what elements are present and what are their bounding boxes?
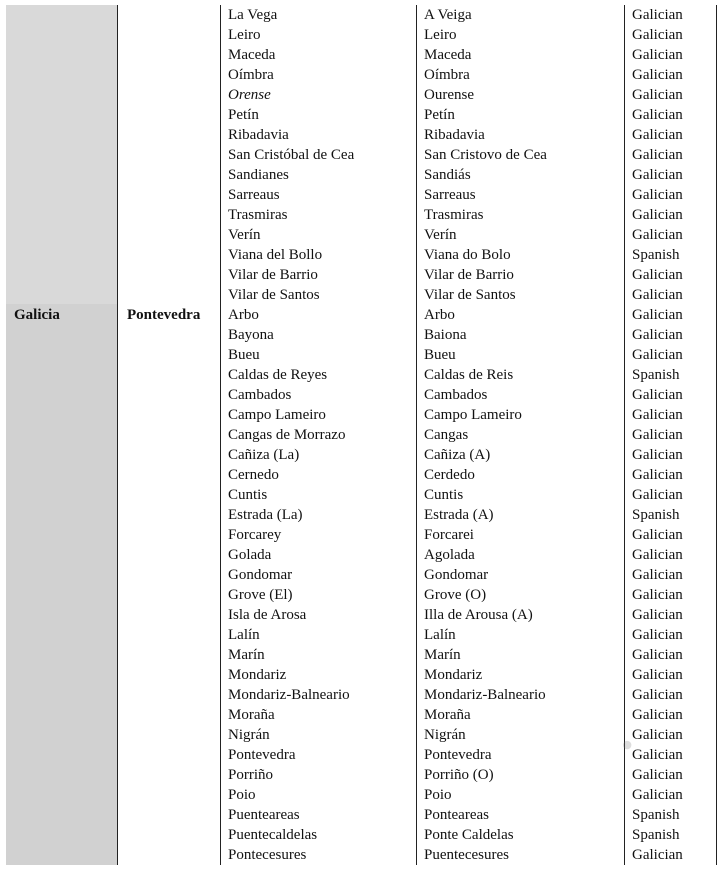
local-name-cell: Marín: [424, 647, 461, 663]
language-cell: Galician: [632, 267, 683, 283]
language-cell: Galician: [632, 547, 683, 563]
language-cell: Galician: [632, 767, 683, 783]
spanish-name-cell: Poio: [228, 787, 256, 803]
language-cell: Galician: [632, 107, 683, 123]
local-name-cell: Ponteareas: [424, 807, 489, 823]
spanish-name-cell: Bueu: [228, 347, 260, 363]
table-row: [0, 25, 722, 45]
spanish-name-cell: Pontecesures: [228, 847, 307, 863]
local-name-cell: Petín: [424, 107, 455, 123]
local-name-cell: Puentecesures: [424, 847, 509, 863]
local-name-cell: Grove (O): [424, 587, 487, 603]
spanish-name-cell: Cambados: [228, 387, 292, 403]
table-row: [0, 405, 722, 425]
spanish-name-cell: San Cristóbal de Cea: [228, 147, 355, 163]
local-name-cell: Caldas de Reis: [424, 367, 514, 383]
spanish-name-cell: Leiro: [228, 27, 261, 43]
table-row: [0, 65, 722, 85]
table-row: [0, 225, 722, 245]
local-name-cell: Nigrán: [424, 727, 466, 743]
language-cell: Galician: [632, 347, 683, 363]
local-name-cell: Forcarei: [424, 527, 474, 543]
language-cell: Galician: [632, 87, 683, 103]
spanish-name-cell: Ribadavia: [228, 127, 289, 143]
spanish-name-cell: Sarreaus: [228, 187, 280, 203]
table-row: [0, 545, 722, 565]
local-name-cell: Maceda: [424, 47, 472, 63]
spanish-name-cell: Mondariz: [228, 667, 287, 683]
province-label: Pontevedra: [127, 307, 201, 323]
spanish-name-cell: Petín: [228, 107, 259, 123]
local-name-cell: Ponte Caldelas: [424, 827, 514, 843]
table-row: [0, 685, 722, 705]
language-cell: Spanish: [632, 247, 680, 263]
municipality-table: [0, 5, 722, 865]
language-cell: Galician: [632, 207, 683, 223]
local-name-cell: Vilar de Barrio: [424, 267, 514, 283]
table-row: [0, 605, 722, 625]
language-cell: Galician: [632, 787, 683, 803]
watermark: ●: [619, 736, 635, 753]
table-row: [0, 805, 722, 825]
local-name-cell: Illa de Arousa (A): [424, 607, 533, 623]
language-cell: Galician: [632, 27, 683, 43]
local-name-cell: Sarreaus: [424, 187, 476, 203]
language-cell: Galician: [632, 127, 683, 143]
table-row: [0, 525, 722, 545]
table-row: [0, 165, 722, 185]
spanish-name-cell: Verín: [228, 227, 261, 243]
table-row: [0, 325, 722, 345]
local-name-cell: Cangas: [424, 427, 469, 443]
spanish-name-cell: Bayona: [228, 327, 274, 343]
table-row: [0, 385, 722, 405]
language-cell: Spanish: [632, 367, 680, 383]
local-name-cell: Cuntis: [424, 487, 464, 503]
language-cell: Galician: [632, 587, 683, 603]
table-row: [0, 125, 722, 145]
spanish-name-cell: Sandianes: [228, 167, 289, 183]
local-name-cell: Mondariz: [424, 667, 483, 683]
local-name-cell: Viana do Bolo: [424, 247, 511, 263]
spanish-name-cell: Estrada (La): [228, 507, 303, 523]
language-cell: Galician: [632, 307, 683, 323]
language-cell: Galician: [632, 527, 683, 543]
spanish-name-cell: Porriño: [228, 767, 273, 783]
spanish-name-cell: Trasmiras: [228, 207, 288, 223]
language-cell: Galician: [632, 627, 683, 643]
spanish-name-cell: Campo Lameiro: [228, 407, 326, 423]
language-cell: Galician: [632, 7, 683, 23]
table-row: [0, 145, 722, 165]
table-row: [0, 45, 722, 65]
spanish-name-cell: Pontevedra: [228, 747, 296, 763]
table-row: [0, 505, 722, 525]
local-name-cell: A Veiga: [424, 7, 472, 23]
local-name-cell: Estrada (A): [424, 507, 494, 523]
table-row: [0, 745, 722, 765]
local-name-cell: Oímbra: [424, 67, 470, 83]
local-name-cell: Trasmiras: [424, 207, 484, 223]
local-name-cell: Pontevedra: [424, 747, 492, 763]
spanish-name-cell: Golada: [228, 547, 272, 563]
local-name-cell: Moraña: [424, 707, 471, 723]
table-row: [0, 725, 722, 745]
table-row: [0, 845, 722, 865]
table-row: [0, 85, 722, 105]
local-name-cell: Sandiás: [424, 167, 471, 183]
spanish-name-cell: Puentecaldelas: [228, 827, 318, 843]
table-row: [0, 305, 722, 325]
language-cell: Galician: [632, 67, 683, 83]
table-row: [0, 645, 722, 665]
local-name-cell: Vilar de Santos: [424, 287, 516, 303]
local-name-cell: Cerdedo: [424, 467, 475, 483]
table-row: [0, 345, 722, 365]
language-cell: Galician: [632, 707, 683, 723]
language-cell: Galician: [632, 687, 683, 703]
local-name-cell: Campo Lameiro: [424, 407, 522, 423]
language-cell: Galician: [632, 607, 683, 623]
table-row: [0, 285, 722, 305]
spanish-name-cell: Grove (El): [228, 587, 293, 603]
local-name-cell: Mondariz-Balneario: [424, 687, 546, 703]
spanish-name-cell: Cernedo: [228, 467, 279, 483]
local-name-cell: Cañiza (A): [424, 447, 491, 463]
language-cell: Galician: [632, 227, 683, 243]
local-name-cell: Lalín: [424, 627, 456, 643]
local-name-cell: Verín: [424, 227, 457, 243]
table-row: [0, 465, 722, 485]
table-row: [0, 785, 722, 805]
table-row: [0, 625, 722, 645]
spanish-name-cell: Oímbra: [228, 67, 274, 83]
spanish-name-cell: Orense: [228, 87, 271, 103]
table-row: [0, 765, 722, 785]
language-cell: Galician: [632, 287, 683, 303]
region-label: Galicia: [14, 307, 60, 323]
local-name-cell: Agolada: [424, 547, 475, 563]
table-row: [0, 5, 722, 25]
spanish-name-cell: Cangas de Morrazo: [228, 427, 346, 443]
language-cell: Galician: [632, 847, 683, 863]
language-cell: Galician: [632, 427, 683, 443]
language-cell: Galician: [632, 387, 683, 403]
spanish-name-cell: Marín: [228, 647, 265, 663]
local-name-cell: Ribadavia: [424, 127, 485, 143]
local-name-cell: Bueu: [424, 347, 456, 363]
local-name-cell: Arbo: [424, 307, 455, 323]
table-row: [0, 565, 722, 585]
table-row: [0, 205, 722, 225]
language-cell: Spanish: [632, 807, 680, 823]
table-row: [0, 245, 722, 265]
language-cell: Galician: [632, 167, 683, 183]
table-row: [0, 425, 722, 445]
spanish-name-cell: Puenteareas: [228, 807, 300, 823]
language-cell: Spanish: [632, 827, 680, 843]
spanish-name-cell: Lalín: [228, 627, 260, 643]
spanish-name-cell: Cuntis: [228, 487, 268, 503]
spanish-name-cell: Mondariz-Balneario: [228, 687, 350, 703]
spanish-name-cell: Viana del Bollo: [228, 247, 323, 263]
table-row: [0, 265, 722, 285]
spanish-name-cell: Forcarey: [228, 527, 282, 543]
spanish-name-cell: La Vega: [228, 7, 278, 23]
language-cell: Galician: [632, 467, 683, 483]
local-name-cell: Cambados: [424, 387, 488, 403]
table-row: [0, 825, 722, 845]
spanish-name-cell: Cañiza (La): [228, 447, 300, 463]
language-cell: Galician: [632, 407, 683, 423]
local-name-cell: Gondomar: [424, 567, 489, 583]
spanish-name-cell: Gondomar: [228, 567, 293, 583]
table-row: [0, 585, 722, 605]
table-row: [0, 705, 722, 725]
language-cell: Galician: [632, 567, 683, 583]
table-row: [0, 445, 722, 465]
language-cell: Galician: [632, 47, 683, 63]
spanish-name-cell: Arbo: [228, 307, 259, 323]
spanish-name-cell: Caldas de Reyes: [228, 367, 328, 383]
language-cell: Galician: [632, 487, 683, 503]
spanish-name-cell: Vilar de Barrio: [228, 267, 318, 283]
table-row: [0, 665, 722, 685]
local-name-cell: Leiro: [424, 27, 457, 43]
local-name-cell: San Cristovo de Cea: [424, 147, 547, 163]
language-cell: Galician: [632, 747, 683, 763]
spanish-name-cell: Moraña: [228, 707, 275, 723]
local-name-cell: Baiona: [424, 327, 467, 343]
local-name-cell: Porriño (O): [424, 767, 494, 783]
table-row: [0, 485, 722, 505]
language-cell: Galician: [632, 147, 683, 163]
spanish-name-cell: Nigrán: [228, 727, 270, 743]
language-cell: Spanish: [632, 507, 680, 523]
spanish-name-cell: Isla de Arosa: [228, 607, 307, 623]
table-row: [0, 365, 722, 385]
language-cell: Galician: [632, 667, 683, 683]
spanish-name-cell: Vilar de Santos: [228, 287, 320, 303]
local-name-cell: Ourense: [424, 87, 474, 103]
table-row: [0, 185, 722, 205]
local-name-cell: Poio: [424, 787, 452, 803]
spanish-name-cell: Maceda: [228, 47, 276, 63]
table-row: [0, 105, 722, 125]
language-cell: Galician: [632, 327, 683, 343]
language-cell: Galician: [632, 727, 683, 743]
language-cell: Galician: [632, 187, 683, 203]
language-cell: Galician: [632, 647, 683, 663]
language-cell: Galician: [632, 447, 683, 463]
